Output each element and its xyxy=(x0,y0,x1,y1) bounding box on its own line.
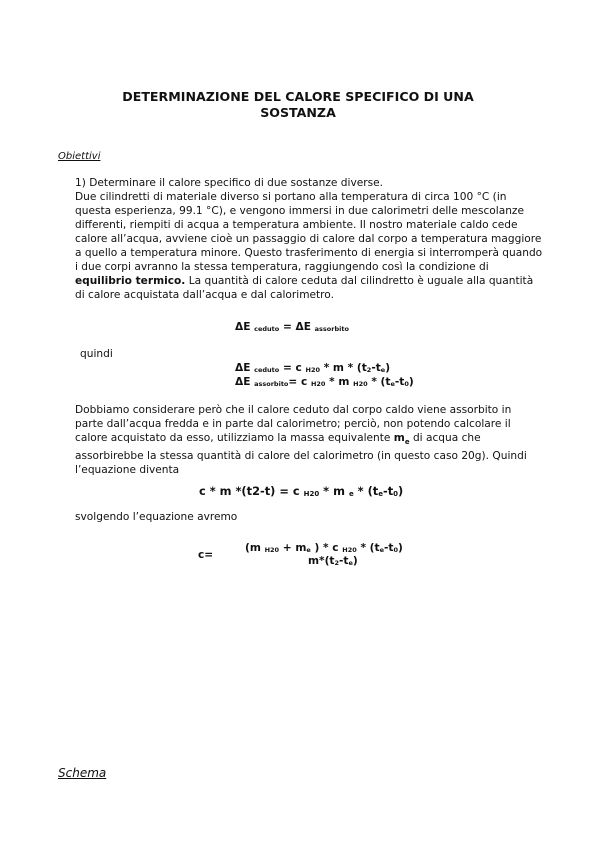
eq5-num-a: (m xyxy=(245,542,261,554)
svolgendo-label: svolgendo l’equazione avremo xyxy=(75,511,238,523)
eq5-num-f: ) xyxy=(398,542,403,554)
paragraph-equivalent-mass-bold-m: m xyxy=(393,432,405,444)
eq5-num-b-sub: e xyxy=(306,546,311,554)
paragraph-intro-bold: equilibrio termico. xyxy=(75,275,186,287)
equation-energy-absorbed xyxy=(235,376,414,388)
objective-item: 1) Determinare il calore specifico di due sostanze diverse. xyxy=(75,177,384,189)
eq2-d: -t xyxy=(371,362,381,374)
eq5-num-c-sub: H20 xyxy=(342,546,357,554)
page-title xyxy=(70,89,526,121)
paragraph-equivalent-mass-text-end: di acqua che assorbirebbe la stessa quantità di calore del calorimetro (in questo caso 20g). Quindi l’equazione diventa xyxy=(75,432,527,477)
eq5-num-d: * (t xyxy=(356,542,380,554)
eq1-eq: = ΔE xyxy=(279,321,311,333)
eq1-lhs: ΔE xyxy=(235,321,251,333)
eq5-num-e: -t xyxy=(384,542,394,554)
eq2-b: = c xyxy=(279,362,302,374)
section-heading-schema: Schema xyxy=(58,766,107,780)
eq4-a: c * m *(t2-t) = c xyxy=(199,484,300,498)
equation-energy-ceded xyxy=(235,362,390,374)
eq4-c-sub: e xyxy=(378,490,383,498)
eq3-c-sub: H20 xyxy=(353,380,368,388)
page-title-line-2: SOSTANZA xyxy=(260,105,336,120)
quindi-label: quindi xyxy=(80,348,113,360)
eq3-e: -t xyxy=(394,376,405,388)
eq3-d-sub: e xyxy=(390,380,395,388)
eq3-f: ) xyxy=(408,376,414,388)
eq5-num-e-sub: 0 xyxy=(393,546,398,554)
eq4-d-sub: 0 xyxy=(393,490,399,498)
paragraph-intro-text-end: La quantità di calore ceduta dal cilindretto è uguale alla quantità di calore acquistata dall’acqua e dal calorimetro. xyxy=(75,275,534,301)
objectives-block xyxy=(75,176,545,302)
section-heading-objectives: Obiettivi xyxy=(58,151,101,162)
equation-specific-heat-numerator xyxy=(245,542,403,554)
eq5-den-b-sub: e xyxy=(348,559,353,567)
eq5-num-a-sub: H20 xyxy=(264,546,280,554)
eq3-a-sub: assorbito xyxy=(254,380,289,388)
eq5-den-c: ) xyxy=(352,555,358,567)
equation-specific-heat-lhs: c= xyxy=(198,549,214,561)
eq3-c: * m xyxy=(325,376,350,388)
eq4-b-sub: e xyxy=(348,490,354,498)
eq2-d-sub: e xyxy=(380,366,386,374)
eq4-d: -t xyxy=(382,484,394,498)
eq3-e-sub: 0 xyxy=(404,380,409,388)
eq2-b-sub: H20 xyxy=(305,366,321,374)
eq5-den-a-sub: 2 xyxy=(334,559,340,567)
eq2-c-sub: 2 xyxy=(366,366,372,374)
eq3-b-sub: H20 xyxy=(310,380,326,388)
paragraph-intro xyxy=(75,190,545,302)
eq5-num-b: + m xyxy=(279,542,307,554)
equation-heat-balance xyxy=(199,484,403,498)
eq2-a: ΔE xyxy=(235,362,251,374)
eq3-d: * (t xyxy=(367,376,391,388)
paragraph-equivalent-mass-text: Dobbiamo considerare però che il calore ceduto dal corpo caldo viene assorbito in parte dall’acqua fredda e in parte dal calorimetro; perciò, non potendo calcolare il calore acquistato da esso, utilizziamo la massa equivalente xyxy=(75,404,512,444)
eq1-lhs-sub: ceduto xyxy=(254,325,280,333)
equation-energy-balance xyxy=(235,321,349,333)
eq4-e: ) xyxy=(398,484,404,498)
eq4-a-sub: H20 xyxy=(303,490,320,498)
eq4-b: * m xyxy=(319,484,345,498)
paragraph-equivalent-mass-bold-sub: e xyxy=(404,438,410,447)
paragraph-equivalent-mass xyxy=(75,403,540,477)
page-title-line-1: DETERMINAZIONE DEL CALORE SPECIFICO DI UNA xyxy=(122,89,474,104)
paragraph-intro-text: Due cilindretti di materiale diverso si portano alla temperatura di circa 100 °C (in questa esperienza, 99.1 °C), e vengono immersi in due calorimetri delle mescolanze differenti, riempiti di acqua a temperatura ambiente. Il nostro materiale caldo cede calore all’acqua, avviene cioè un passaggio di calore dal corpo a temperatura maggiore a quello a temperatura minore. Questo trasferimento di energia si interromperà quando i due corpi avranno la stessa temperatura, raggiungendo così la condizione di xyxy=(75,191,543,273)
eq2-e: ) xyxy=(385,362,391,374)
paragraph-equivalent-mass-bold xyxy=(393,432,410,447)
eq2-a-sub: ceduto xyxy=(254,366,280,374)
eq3-b: = c xyxy=(288,376,308,388)
eq2-c: * m * (t xyxy=(320,362,367,374)
eq5-den-b: -t xyxy=(339,555,349,567)
eq5-num-c: ) * c xyxy=(310,542,339,554)
eq4-c: * (t xyxy=(353,484,379,498)
eq5-den-a: m*(t xyxy=(308,555,335,567)
equation-specific-heat-denominator xyxy=(308,555,358,567)
eq1-rhs-sub: assorbito xyxy=(314,325,349,333)
eq3-a: ΔE xyxy=(235,376,251,388)
eq5-num-d-sub: e xyxy=(379,546,384,554)
